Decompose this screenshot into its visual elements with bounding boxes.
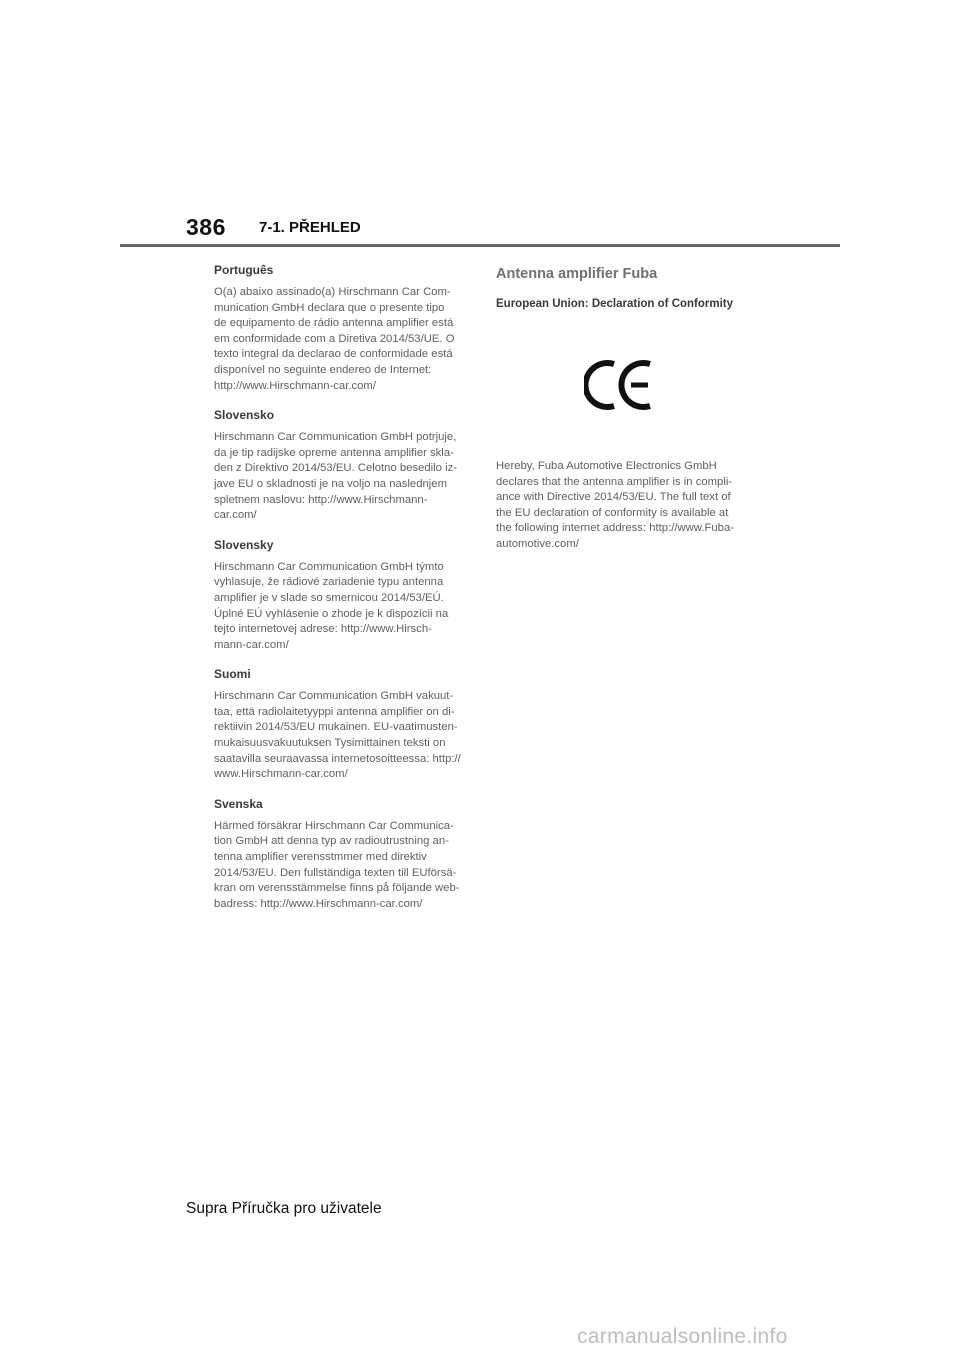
language-text: Hirschmann Car Communication GmbH potrjuje, da je tip radijske opreme antenna amplifier skla- den z Direktivo 2014/53/EU. Celotno besedilo iz- jave EU o skladnosti je na voljo na naslednjem spletnem naslovu: http://www.Hirschmann- car.com/ [214, 431, 458, 522]
language-block-svenska [214, 797, 466, 913]
language-text: Hirschmann Car Communication GmbH vakuut- taa, että radiolaitetyyppi antenna amplifier on di- rektiivin 2014/53/EU mukainen. EU-vaatimusten- mukaisuusvakuutuksen Tysimittainen teksti on saatavilla seuraavassa internetosoitteessa: http:// www.Hirschmann-car.com/ [214, 690, 461, 781]
section-title: 7-1. PŘEHLED [259, 219, 361, 236]
footer-caption: Supra Příručka pro uživatele [186, 1200, 382, 1217]
language-heading: Slovensko [214, 408, 275, 423]
language-text: Hirschmann Car Communication GmbH týmto vyhlasuje, že rádiové zariadenie typu antenna amplifier je v slade so smernicou 2014/53/EÚ. Úplné EÚ vyhlásenie o zhode je k dispozícii na tejto internetovej adrese: http://www.Hirsch- mann-car.com/ [214, 560, 449, 651]
language-block-portuguese [214, 263, 466, 394]
language-text: Härmed försäkrar Hirschmann Car Communica- tion GmbH att denna typ av radioutrustning an- tenna amplifier verensstmmer med direktiv 2014/53/EU. Den fullständiga texten till EUförsä- kran om verensstämmelse finns på följande web- badress: http://www.Hirschmann-car.com/ [214, 819, 460, 910]
language-block-slovensky [214, 538, 466, 654]
page-number: 386 [186, 214, 226, 240]
article-title: Antenna amplifier Fuba [496, 266, 658, 282]
declaration-subtitle: European Union: Declaration of Conformity [496, 298, 734, 310]
ce-mark-icon [584, 358, 656, 412]
right-column [496, 265, 748, 553]
language-text: O(a) abaixo assinado(a) Hirschmann Car Com- munication GmbH declara que o presente tipo de equipamento de rádio antenna amplifier está em conformidade com a Diretiva 2014/53/UE. O texto integral da declarao de conformidade está disponível no seguinte endereo de Internet: http://www.Hirschmann-car.com/ [214, 286, 455, 392]
language-heading: Svenska [214, 796, 263, 811]
declaration-text: Hereby, Fuba Automotive Electronics GmbH declares that the antenna amplifier is in compli- ance with Directive 2014/53/EU. The full text of the EU declaration of conformity is available at the following internet address: http://www.Fuba- automotive.com/ [496, 460, 734, 550]
language-block-slovensko [214, 408, 466, 524]
left-column [214, 263, 466, 926]
header-rule [120, 244, 840, 247]
language-heading: Português [214, 263, 274, 277]
language-heading: Suomi [214, 667, 251, 682]
language-block-suomi [214, 667, 466, 783]
watermark: carmanualsonline.info [577, 1325, 788, 1348]
language-heading: Slovensky [214, 537, 274, 552]
